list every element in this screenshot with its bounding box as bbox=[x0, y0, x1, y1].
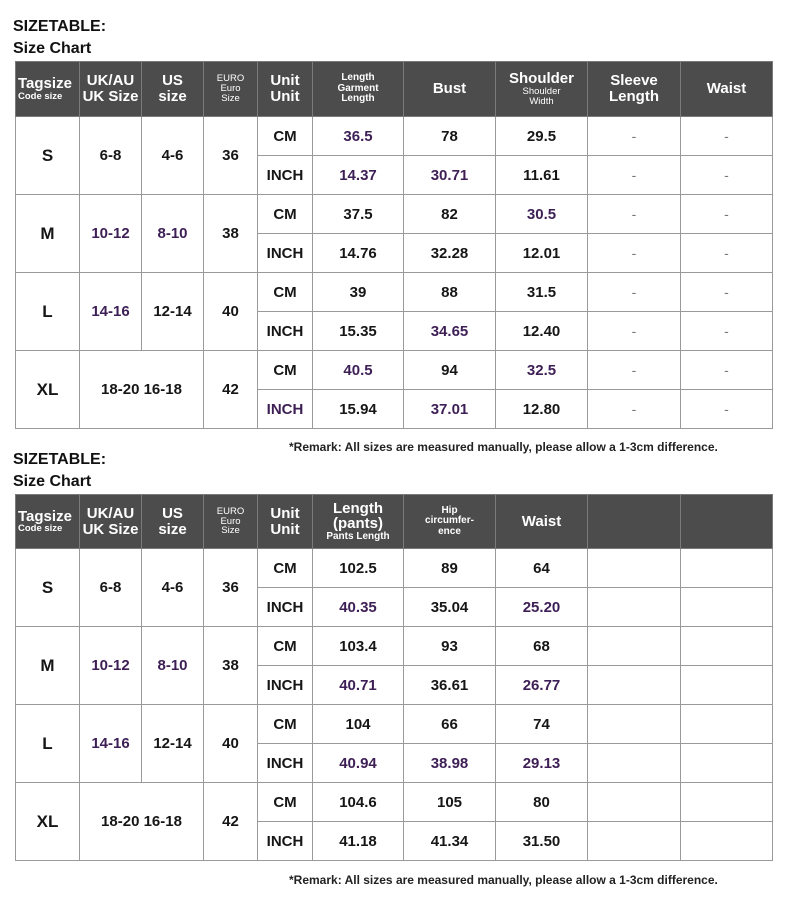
unit-cell: CM bbox=[258, 705, 313, 744]
uk-cell: 10-12 bbox=[80, 195, 142, 273]
shoulder-cell: 12.80 bbox=[496, 390, 588, 429]
shoulder-cell: 12.40 bbox=[496, 312, 588, 351]
uk-cell: 10-12 bbox=[80, 627, 142, 705]
empty-cell bbox=[588, 588, 681, 627]
sleeve-cell: - bbox=[588, 351, 681, 390]
euro-cell: 40 bbox=[204, 273, 258, 351]
bust-cell: 88 bbox=[404, 273, 496, 312]
empty-cell bbox=[681, 783, 773, 822]
table-row bbox=[16, 783, 773, 822]
header-us: US size bbox=[142, 495, 204, 549]
header-pants-length: Length (pants) Pants Length bbox=[313, 495, 404, 549]
waist-cell: - bbox=[681, 351, 773, 390]
header-waist: Waist bbox=[496, 495, 588, 549]
bust-cell: 30.71 bbox=[404, 156, 496, 195]
length-cell: 15.35 bbox=[313, 312, 404, 351]
size-cell: M bbox=[16, 627, 80, 705]
header-ukau: UK/AU UK Size bbox=[80, 495, 142, 549]
uk-cell: 14-16 bbox=[80, 705, 142, 783]
length-cell: 37.5 bbox=[313, 195, 404, 234]
unit-cell: CM bbox=[258, 549, 313, 588]
length-cell: 15.94 bbox=[313, 390, 404, 429]
waist-cell: 74 bbox=[496, 705, 588, 744]
uk-cell: 6-8 bbox=[80, 117, 142, 195]
shoulder-cell: 12.01 bbox=[496, 234, 588, 273]
us-cell: 4-6 bbox=[142, 117, 204, 195]
hip-cell: 89 bbox=[404, 549, 496, 588]
uk-cell: 14-16 bbox=[80, 273, 142, 351]
header-ukau: UK/AU UK Size bbox=[80, 62, 142, 117]
table-row bbox=[16, 195, 773, 234]
unit-cell: CM bbox=[258, 627, 313, 666]
size-cell: L bbox=[16, 705, 80, 783]
waist-cell: 29.13 bbox=[496, 744, 588, 783]
table1-heading: SIZETABLE: bbox=[13, 18, 107, 35]
table-row bbox=[16, 117, 773, 156]
waist-cell: - bbox=[681, 312, 773, 351]
length-cell: 40.5 bbox=[313, 351, 404, 390]
uk-us-cell: 18-20 16-18 bbox=[80, 783, 204, 861]
empty-cell bbox=[681, 627, 773, 666]
shoulder-cell: 31.5 bbox=[496, 273, 588, 312]
hip-cell: 66 bbox=[404, 705, 496, 744]
length-cell: 102.5 bbox=[313, 549, 404, 588]
length-cell: 104.6 bbox=[313, 783, 404, 822]
empty-cell bbox=[681, 666, 773, 705]
empty-cell bbox=[588, 744, 681, 783]
us-cell: 4-6 bbox=[142, 549, 204, 627]
empty-cell bbox=[681, 705, 773, 744]
waist-cell: 80 bbox=[496, 783, 588, 822]
sleeve-cell: - bbox=[588, 117, 681, 156]
unit-cell: CM bbox=[258, 273, 313, 312]
header-euro: EURO Euro Size bbox=[204, 495, 258, 549]
unit-cell: INCH bbox=[258, 666, 313, 705]
euro-cell: 38 bbox=[204, 195, 258, 273]
header-us: US size bbox=[142, 62, 204, 117]
sleeve-cell: - bbox=[588, 390, 681, 429]
length-cell: 14.37 bbox=[313, 156, 404, 195]
empty-cell bbox=[588, 783, 681, 822]
empty-cell bbox=[681, 549, 773, 588]
header-unit: Unit Unit bbox=[258, 62, 313, 117]
length-cell: 36.5 bbox=[313, 117, 404, 156]
table1-header-row bbox=[16, 62, 773, 117]
bust-cell: 94 bbox=[404, 351, 496, 390]
unit-cell: CM bbox=[258, 195, 313, 234]
header-tagsize: Tagsize Code size bbox=[16, 495, 80, 549]
euro-cell: 42 bbox=[204, 351, 258, 429]
table2-remark: *Remark: All sizes are measured manually, please allow a 1-3cm difference. bbox=[289, 873, 718, 887]
header-hip: Hip circumfer- ence bbox=[404, 495, 496, 549]
header-empty bbox=[588, 495, 681, 549]
sleeve-cell: - bbox=[588, 273, 681, 312]
length-cell: 104 bbox=[313, 705, 404, 744]
length-cell: 39 bbox=[313, 273, 404, 312]
hip-cell: 38.98 bbox=[404, 744, 496, 783]
shoulder-cell: 11.61 bbox=[496, 156, 588, 195]
sleeve-cell: - bbox=[588, 312, 681, 351]
table2-header-row bbox=[16, 495, 773, 549]
unit-cell: INCH bbox=[258, 234, 313, 273]
empty-cell bbox=[681, 744, 773, 783]
table1-remark: *Remark: All sizes are measured manually, please allow a 1-3cm difference. bbox=[289, 440, 718, 454]
us-cell: 8-10 bbox=[142, 195, 204, 273]
header-empty bbox=[681, 495, 773, 549]
length-cell: 40.94 bbox=[313, 744, 404, 783]
hip-cell: 93 bbox=[404, 627, 496, 666]
header-euro: EURO Euro Size bbox=[204, 62, 258, 117]
empty-cell bbox=[588, 822, 681, 861]
header-bust: Bust bbox=[404, 62, 496, 117]
waist-cell: - bbox=[681, 195, 773, 234]
empty-cell bbox=[681, 822, 773, 861]
shoulder-cell: 30.5 bbox=[496, 195, 588, 234]
waist-cell: - bbox=[681, 234, 773, 273]
bottom-size-table bbox=[15, 494, 773, 861]
bust-cell: 32.28 bbox=[404, 234, 496, 273]
euro-cell: 38 bbox=[204, 627, 258, 705]
unit-cell: INCH bbox=[258, 312, 313, 351]
waist-cell: 25.20 bbox=[496, 588, 588, 627]
waist-cell: 68 bbox=[496, 627, 588, 666]
shoulder-cell: 32.5 bbox=[496, 351, 588, 390]
waist-cell: - bbox=[681, 156, 773, 195]
waist-cell: 31.50 bbox=[496, 822, 588, 861]
euro-cell: 36 bbox=[204, 117, 258, 195]
length-cell: 14.76 bbox=[313, 234, 404, 273]
waist-cell: - bbox=[681, 390, 773, 429]
header-garment-length: Length Garment Length bbox=[313, 62, 404, 117]
waist-cell: 64 bbox=[496, 549, 588, 588]
euro-cell: 42 bbox=[204, 783, 258, 861]
bust-cell: 34.65 bbox=[404, 312, 496, 351]
unit-cell: INCH bbox=[258, 744, 313, 783]
waist-cell: 26.77 bbox=[496, 666, 588, 705]
size-cell: XL bbox=[16, 783, 80, 861]
sleeve-cell: - bbox=[588, 156, 681, 195]
size-cell: M bbox=[16, 195, 80, 273]
bust-cell: 78 bbox=[404, 117, 496, 156]
table-row bbox=[16, 273, 773, 312]
size-cell: XL bbox=[16, 351, 80, 429]
size-cell: L bbox=[16, 273, 80, 351]
empty-cell bbox=[588, 549, 681, 588]
table-row bbox=[16, 351, 773, 390]
unit-cell: CM bbox=[258, 351, 313, 390]
uk-us-cell: 18-20 16-18 bbox=[80, 351, 204, 429]
euro-cell: 36 bbox=[204, 549, 258, 627]
shoulder-cell: 29.5 bbox=[496, 117, 588, 156]
bust-cell: 82 bbox=[404, 195, 496, 234]
hip-cell: 35.04 bbox=[404, 588, 496, 627]
hip-cell: 105 bbox=[404, 783, 496, 822]
unit-cell: CM bbox=[258, 117, 313, 156]
length-cell: 40.71 bbox=[313, 666, 404, 705]
empty-cell bbox=[681, 588, 773, 627]
unit-cell: CM bbox=[258, 783, 313, 822]
us-cell: 8-10 bbox=[142, 627, 204, 705]
header-shoulder: Shoulder Shoulder Width bbox=[496, 62, 588, 117]
empty-cell bbox=[588, 666, 681, 705]
uk-cell: 6-8 bbox=[80, 549, 142, 627]
size-cell: S bbox=[16, 549, 80, 627]
table-row bbox=[16, 705, 773, 744]
us-cell: 12-14 bbox=[142, 705, 204, 783]
hip-cell: 41.34 bbox=[404, 822, 496, 861]
unit-cell: INCH bbox=[258, 822, 313, 861]
sleeve-cell: - bbox=[588, 234, 681, 273]
length-cell: 103.4 bbox=[313, 627, 404, 666]
waist-cell: - bbox=[681, 117, 773, 156]
us-cell: 12-14 bbox=[142, 273, 204, 351]
empty-cell bbox=[588, 705, 681, 744]
empty-cell bbox=[588, 627, 681, 666]
waist-cell: - bbox=[681, 273, 773, 312]
unit-cell: INCH bbox=[258, 390, 313, 429]
table2-heading: SIZETABLE: bbox=[13, 451, 107, 468]
sleeve-cell: - bbox=[588, 195, 681, 234]
bust-cell: 37.01 bbox=[404, 390, 496, 429]
header-waist: Waist bbox=[681, 62, 773, 117]
table1-subheading: Size Chart bbox=[13, 40, 92, 57]
header-sleeve: Sleeve Length bbox=[588, 62, 681, 117]
euro-cell: 40 bbox=[204, 705, 258, 783]
top-size-table bbox=[15, 61, 773, 429]
length-cell: 41.18 bbox=[313, 822, 404, 861]
hip-cell: 36.61 bbox=[404, 666, 496, 705]
table2-subheading: Size Chart bbox=[13, 473, 92, 490]
unit-cell: INCH bbox=[258, 588, 313, 627]
table-row bbox=[16, 549, 773, 588]
size-cell: S bbox=[16, 117, 80, 195]
length-cell: 40.35 bbox=[313, 588, 404, 627]
header-tagsize: Tagsize Code size bbox=[16, 62, 80, 117]
unit-cell: INCH bbox=[258, 156, 313, 195]
header-unit: Unit Unit bbox=[258, 495, 313, 549]
table-row bbox=[16, 627, 773, 666]
